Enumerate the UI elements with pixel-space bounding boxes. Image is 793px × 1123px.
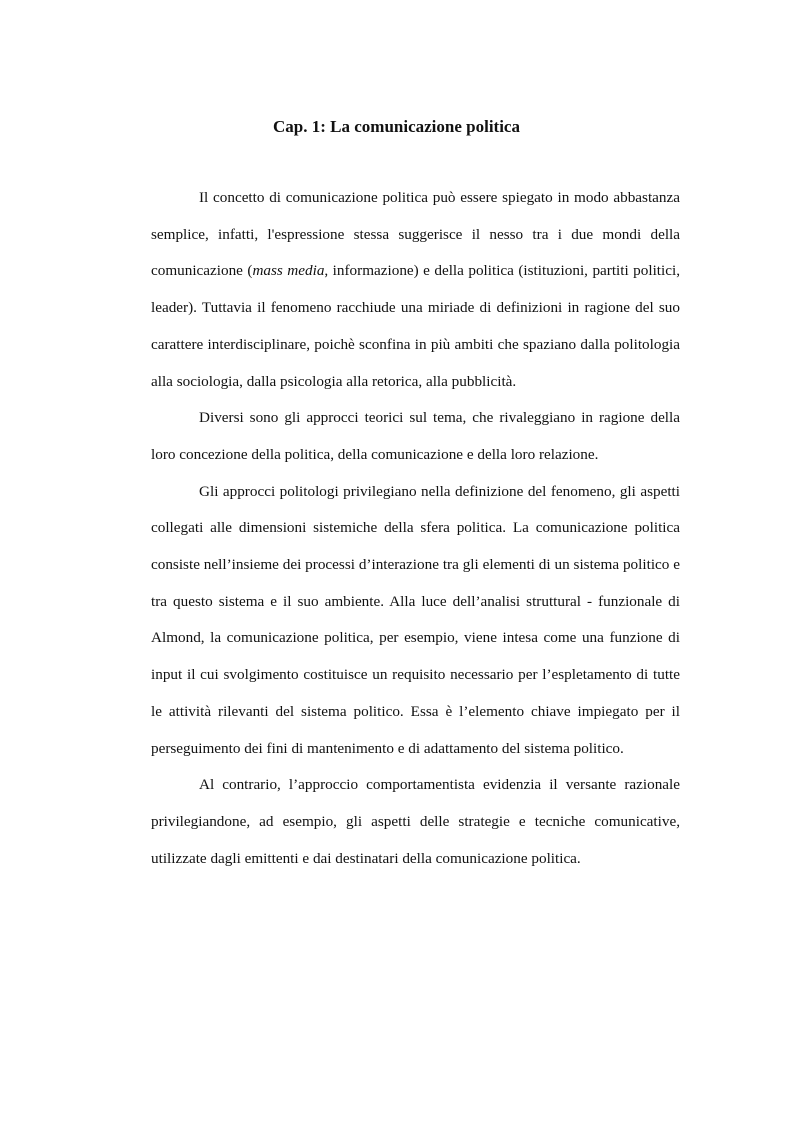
paragraph-2: Diversi sono gli approcci teorici sul tema, che rivaleggiano in ragione della loro concezione della politica, della comunicazione e della loro relazione. <box>151 409 680 463</box>
paragraph-4: Al contrario, l’approccio comportamentista evidenzia il versante razionale privilegiandone, ad esempio, gli aspetti delle strategie e tecniche comunicative, utilizzate dagli emittenti e dai destinatari della comunicazione politica. <box>151 776 680 867</box>
chapter-title: Cap. 1: La comunicazione politica <box>273 117 520 136</box>
body-text <box>151 180 680 877</box>
paragraph-1-text-end: , informazione) e della politica (istituzioni, partiti politici, leader). Tuttavia il fenomeno racchiude una miriade di definizioni in ragione del suo carattere interdisciplinare, poichè sconfina in più ambiti che spaziano dalla politologia alla sociologia, dalla psicologia alla retorica, alla pubblicità. <box>151 262 681 390</box>
paragraph-1-emphasis: mass media <box>252 262 325 280</box>
paragraph-3: Gli approcci politologi privilegiano nella definizione del fenomeno, gli aspetti collegati alle dimensioni sistemiche della sfera politica. La comunicazione politica consiste nell’insieme dei processi d’interazione tra gli elementi di un sistema politico e tra questo sistema e il suo ambiente. Alla luce dell’analisi struttural - funzionale di Almond, la comunicazione politica, per esempio, viene intesa come una funzione di input il cui svolgimento costituisce un requisito necessario per l’espletamento di tutte le attività rilevanti del sistema politico. Essa è l’elemento chiave impiegato per il perseguimento dei fini di mantenimento e di adattamento del sistema politico. <box>151 482 680 757</box>
paragraph-1-text-start: Il concetto di comunicazione politica può essere spiegato in modo abbastanza semplice, infatti, l'espressione stessa suggerisce il nesso tra i due mondi della comunicazione ( <box>151 189 680 280</box>
paragraph-1 <box>151 180 680 400</box>
